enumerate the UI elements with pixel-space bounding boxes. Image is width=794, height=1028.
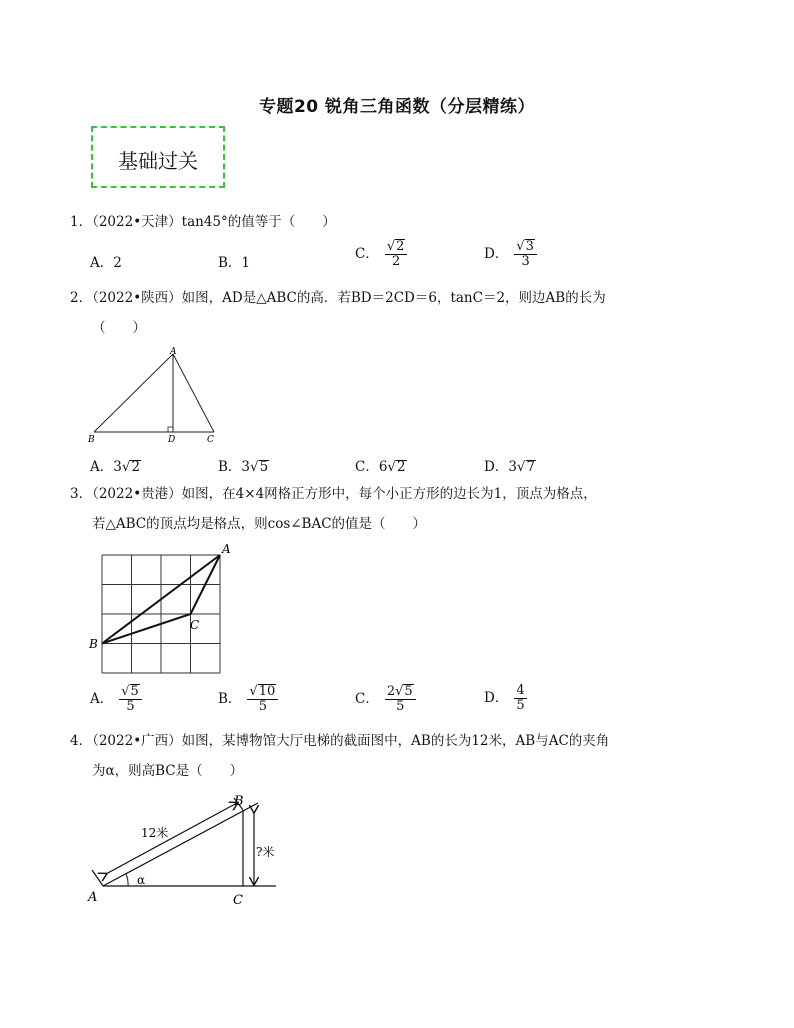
q3-option-d[interactable] bbox=[484, 684, 527, 713]
option-label: C． bbox=[355, 690, 379, 707]
q2-option-b[interactable]: B．3√5 bbox=[218, 459, 269, 475]
length-label: 12米 bbox=[141, 826, 169, 840]
vertex-label-d: D bbox=[168, 435, 176, 445]
vertex-label-c: C bbox=[190, 618, 200, 632]
page-title: 专题20 锐角三角函数（分层精练） bbox=[258, 97, 536, 117]
question-source: （2022•陕西） bbox=[92, 290, 182, 306]
question-1 bbox=[70, 212, 336, 232]
fraction: $\frac{√5}{5}$ bbox=[119, 684, 142, 714]
question-2 bbox=[70, 288, 606, 308]
option-label: D． bbox=[484, 690, 509, 706]
radicand: 5 bbox=[259, 459, 269, 475]
radicand: 2 bbox=[131, 459, 141, 475]
question-number: 1． bbox=[70, 214, 93, 230]
radicand: 5 bbox=[404, 684, 413, 699]
question-stem: tan45°的值等于（ ） bbox=[181, 214, 336, 230]
q3-option-b[interactable] bbox=[218, 684, 278, 714]
fraction bbox=[514, 684, 526, 713]
question-stem: 如图，AD是△ABC的高．若BD＝2CD＝6，tanC＝2，则边AB的长为 bbox=[181, 290, 606, 306]
option-label: B． bbox=[218, 690, 242, 707]
vertex-label-b: B bbox=[88, 435, 95, 445]
denominator: 5 bbox=[126, 699, 135, 714]
option-label: C． bbox=[355, 245, 379, 262]
vertex-label-b: B bbox=[234, 794, 244, 809]
q2-option-c[interactable]: C．6√2 bbox=[355, 459, 406, 475]
angle-alpha-label: α bbox=[137, 873, 146, 887]
vertex-label-a: A bbox=[170, 347, 177, 357]
vertex-label-a: A bbox=[88, 890, 98, 905]
numerator: 4 bbox=[516, 683, 525, 698]
radicand: 10 bbox=[258, 684, 276, 699]
question-stem: 如图，在4×4网格正方形中，每个小正方形的边长为1，顶点为格点， bbox=[181, 486, 597, 502]
radicand: 5 bbox=[130, 684, 139, 699]
q3-option-c[interactable] bbox=[355, 684, 416, 714]
fraction: $\frac{√2}{2}$ bbox=[385, 239, 408, 269]
vertex-label-b: B bbox=[89, 637, 98, 651]
question-3-stem-line2: 若△ABC的顶点均是格点，则cos∠BAC的值是（ ） bbox=[92, 516, 427, 532]
q1-option-c[interactable] bbox=[355, 239, 407, 269]
radicand: 3 bbox=[525, 239, 534, 254]
question-source: （2022•天津） bbox=[92, 214, 182, 230]
question-source: （2022•广西） bbox=[92, 733, 182, 749]
q2-answer-blank: （ ） bbox=[92, 320, 146, 336]
coefficient: 2 bbox=[386, 684, 396, 699]
q3-option-a[interactable] bbox=[90, 684, 142, 714]
option-label: D．3 bbox=[484, 459, 517, 475]
option-label: C．6 bbox=[355, 459, 388, 475]
q4-escalator-figure bbox=[86, 788, 286, 906]
denominator: 2 bbox=[391, 254, 401, 269]
vertex-label-c: C bbox=[233, 893, 243, 906]
section-badge-label: 基础过关 bbox=[118, 149, 198, 173]
vertex-label-a: A bbox=[222, 542, 231, 556]
denominator: 5 bbox=[516, 698, 525, 713]
q2-triangle-figure bbox=[86, 344, 226, 446]
denominator: 5 bbox=[258, 699, 267, 714]
option-label: A． bbox=[90, 690, 114, 707]
fraction: $\frac{√3}{3}$ bbox=[514, 239, 537, 269]
option-label: D． bbox=[484, 245, 509, 262]
question-number: 3． bbox=[70, 486, 93, 502]
height-label: ?米 bbox=[256, 845, 275, 859]
question-stem: 如图，某博物馆大厅电梯的截面图中，AB的长为12米，AB与AC的夹角 bbox=[181, 733, 610, 749]
q2-option-d[interactable]: D．3√7 bbox=[484, 459, 536, 475]
fraction: $\frac{√10}{5}$ bbox=[247, 684, 278, 714]
radicand: 2 bbox=[397, 459, 406, 475]
denominator: 3 bbox=[521, 254, 530, 269]
q1-option-d[interactable] bbox=[484, 239, 537, 269]
fraction: $\frac{2√5}{5}$ bbox=[385, 684, 416, 714]
option-label: A．3 bbox=[90, 459, 122, 475]
q1-option-b[interactable]: B．1 bbox=[218, 255, 251, 271]
option-label: B．3 bbox=[218, 459, 251, 475]
q1-option-a[interactable]: A．2 bbox=[90, 255, 122, 271]
q2-option-a[interactable]: A．3√2 bbox=[90, 459, 141, 475]
question-4 bbox=[70, 731, 609, 751]
question-number: 2． bbox=[70, 290, 93, 306]
question-number: 4． bbox=[70, 733, 93, 749]
question-4-stem-line2: 为α，则高BC是（ ） bbox=[92, 763, 244, 779]
question-3 bbox=[70, 484, 597, 504]
denominator: 5 bbox=[396, 699, 405, 714]
radicand: 7 bbox=[526, 459, 536, 475]
question-source: （2022•贵港） bbox=[92, 486, 182, 502]
radicand: 2 bbox=[396, 239, 405, 254]
q3-grid-figure bbox=[86, 540, 246, 676]
section-badge bbox=[91, 126, 225, 188]
vertex-label-c: C bbox=[207, 435, 214, 445]
